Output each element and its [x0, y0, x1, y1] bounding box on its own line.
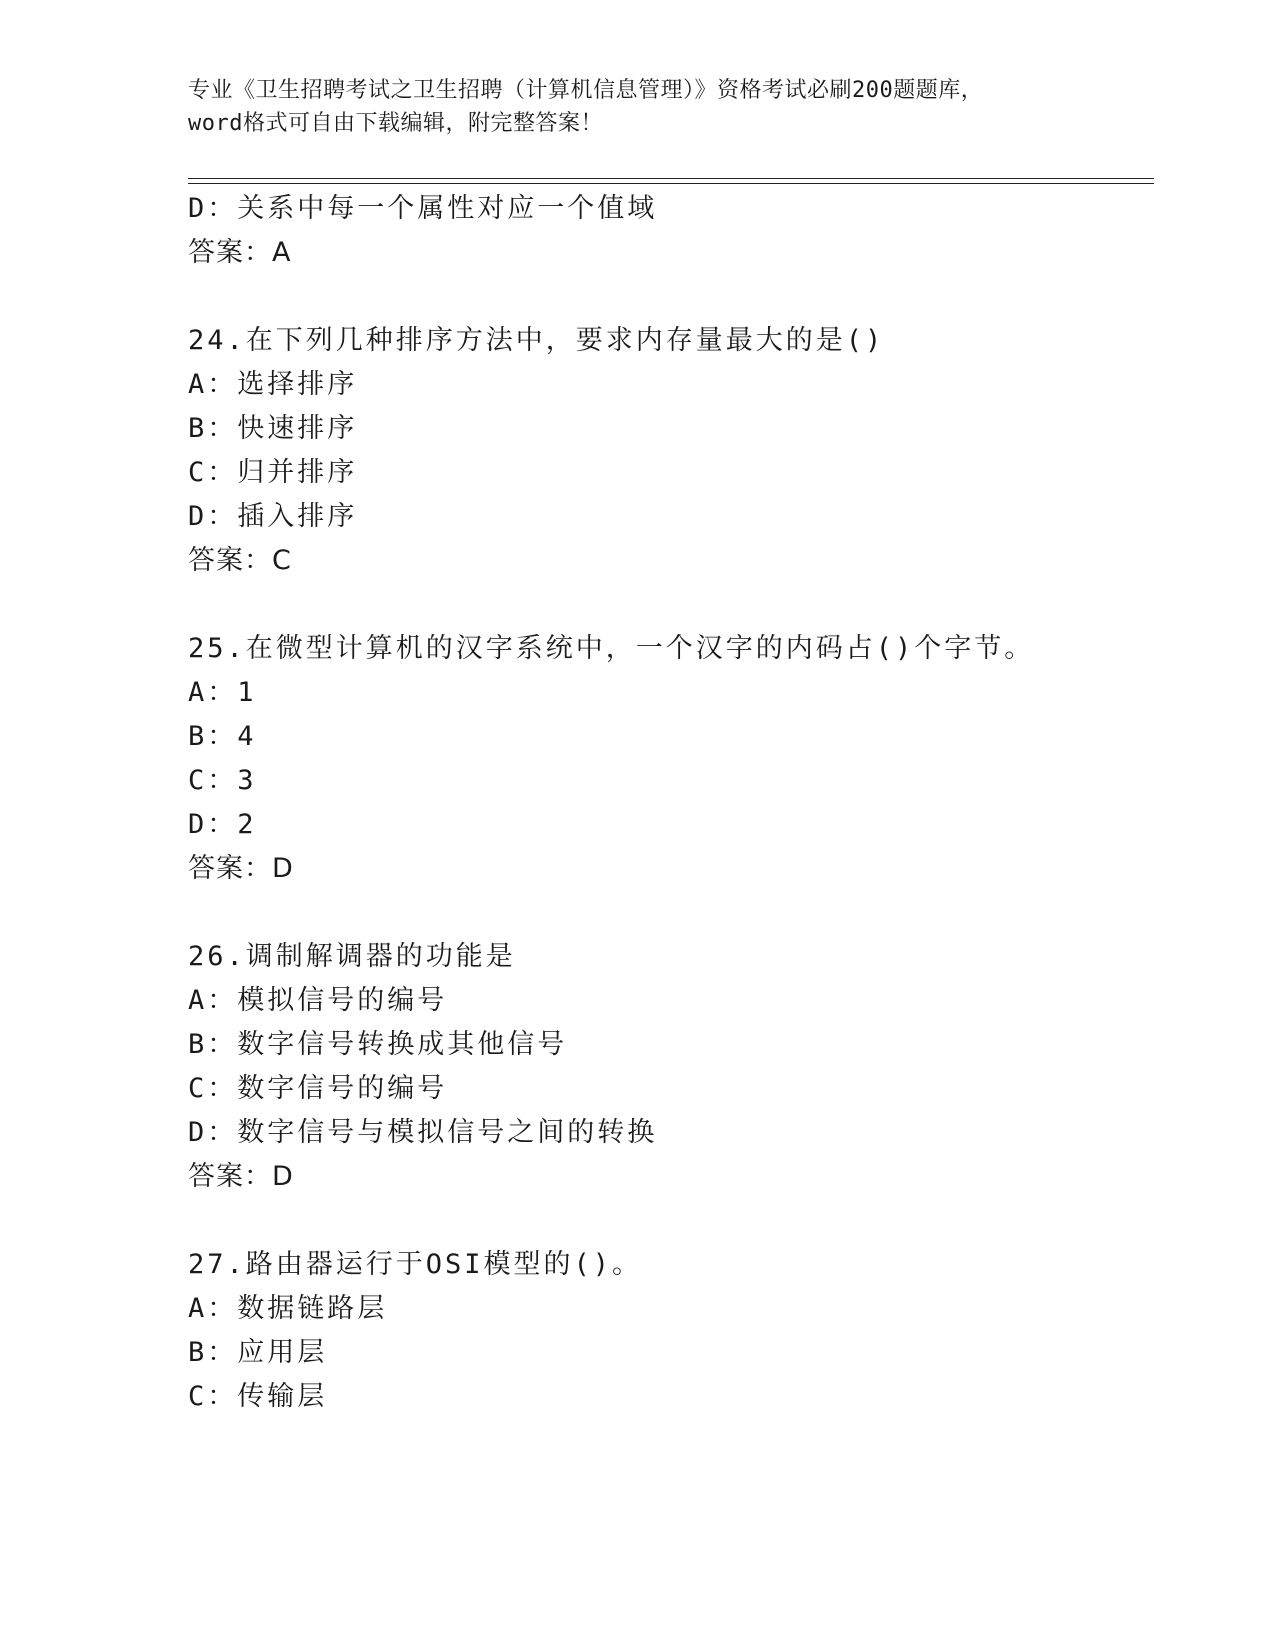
question-25-option-d: D：2	[188, 809, 257, 840]
question-25-option-b: B：4	[188, 721, 257, 752]
question-25-option-c: C：3	[188, 765, 257, 796]
header-rule-top	[188, 178, 1154, 179]
question-24-option-d: D：插入排序	[188, 501, 358, 532]
header-line-1: 专业《卫生招聘考试之卫生招聘（计算机信息管理）》资格考试必刷200题题库，	[188, 78, 984, 103]
header-line-2: word格式可自由下载编辑，附完整答案！	[188, 111, 603, 136]
prev-option-d: D：关系中每一个属性对应一个值域	[188, 193, 658, 224]
question-25-answer: 答案：D	[188, 853, 294, 884]
question-26-option-d: D：数字信号与模拟信号之间的转换	[188, 1117, 658, 1148]
question-27-option-b: B：应用层	[188, 1337, 328, 1368]
question-27-option-c: C：传输层	[188, 1381, 328, 1412]
header-rule-bottom	[188, 183, 1154, 184]
question-24-stem: 24.在下列几种排序方法中，要求内存量最大的是()	[188, 325, 885, 356]
document-header	[188, 74, 1088, 140]
question-26-stem: 26.调制解调器的功能是	[188, 941, 516, 972]
question-26-option-c: C：数字信号的编号	[188, 1073, 448, 1104]
question-27-option-a: A：数据链路层	[188, 1293, 388, 1324]
question-24-option-b: B：快速排序	[188, 413, 358, 444]
question-25-stem: 25.在微型计算机的汉字系统中，一个汉字的内码占()个字节。	[188, 633, 1035, 664]
question-25-option-a: A：1	[188, 677, 257, 708]
question-24-option-c: C：归并排序	[188, 457, 358, 488]
question-24-answer: 答案：C	[188, 545, 292, 576]
prev-answer: 答案：A	[188, 237, 292, 268]
question-26-option-a: A：模拟信号的编号	[188, 985, 448, 1016]
question-27-stem: 27.路由器运行于OSI模型的()。	[188, 1249, 643, 1280]
question-26-option-b: B：数字信号转换成其他信号	[188, 1029, 568, 1060]
question-26-answer: 答案：D	[188, 1161, 294, 1192]
question-24-option-a: A：选择排序	[188, 369, 358, 400]
